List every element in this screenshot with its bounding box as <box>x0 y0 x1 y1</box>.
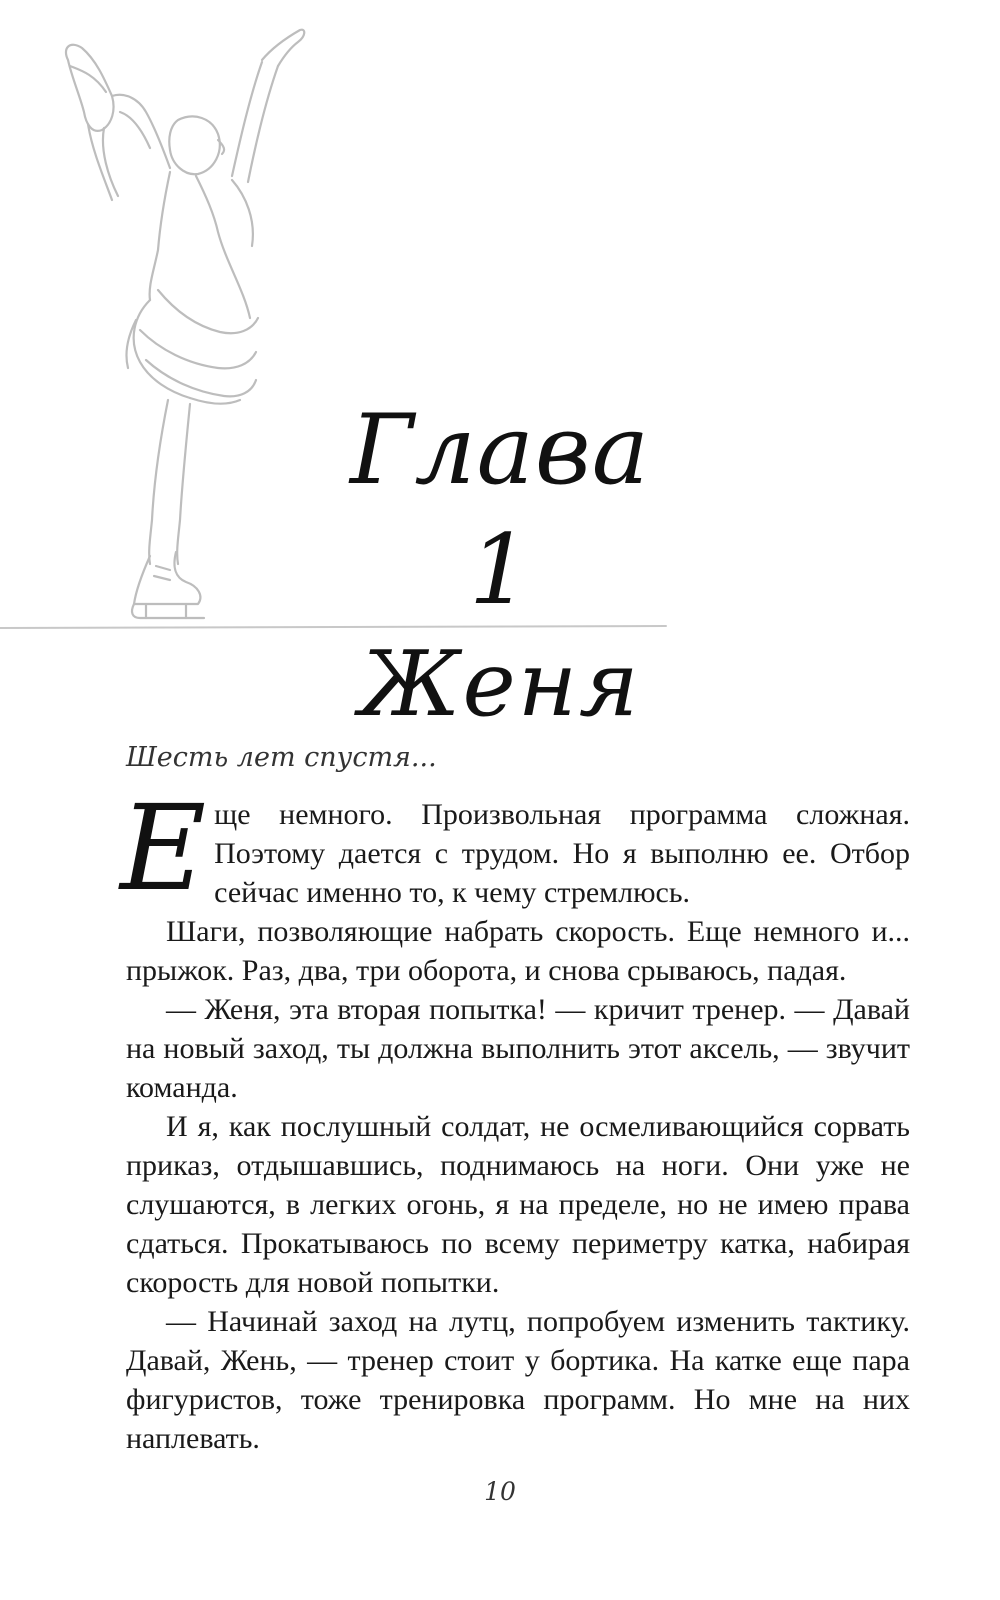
page-number: 10 <box>484 1477 516 1506</box>
paragraph: Шаги, позволяющие набрать скорость. Еще немного и... прыжок. Раз, два, три оборота, и снова срываюсь, падая. <box>126 915 910 987</box>
paragraph: И я, как послушный солдат, не осмеливающийся сорвать приказ, отдышавшись, поднимаюсь на ноги. Они уже не слушаются, в легких огонь, я на пределе, но не имею права сдаться. Прокатываюсь по всему периметру катка, набирая скорость для новой попытки. <box>126 1110 910 1299</box>
paragraph: — Начинай заход на лутц, попробуем изменить тактику. Давай, Жень, — тренер стоит у бортика. На катке еще пара фигуристов, тоже тренировка программ. Но мне на них наплевать. <box>126 1305 910 1455</box>
paragraph-text: ще немного. Произвольная программа сложная. Поэтому дается с трудом. Но я выполню ее. Отбор сейчас именно то, к чему стремлюсь. <box>214 798 910 909</box>
chapter-body-text <box>120 779 910 1458</box>
chapter-heading <box>340 390 660 737</box>
paragraph: — Женя, эта вторая попытка! — кричит тренер. — Давай на новый заход, ты должна выполнить этот аксель, — звучит команда. <box>126 993 910 1104</box>
paragraph <box>120 779 910 917</box>
drop-cap: Е <box>120 779 207 917</box>
chapter-subtitle: Шесть лет спустя... <box>126 742 437 773</box>
chapter-name: Женя <box>359 632 641 737</box>
chapter-number: Глава 1 <box>349 394 651 626</box>
